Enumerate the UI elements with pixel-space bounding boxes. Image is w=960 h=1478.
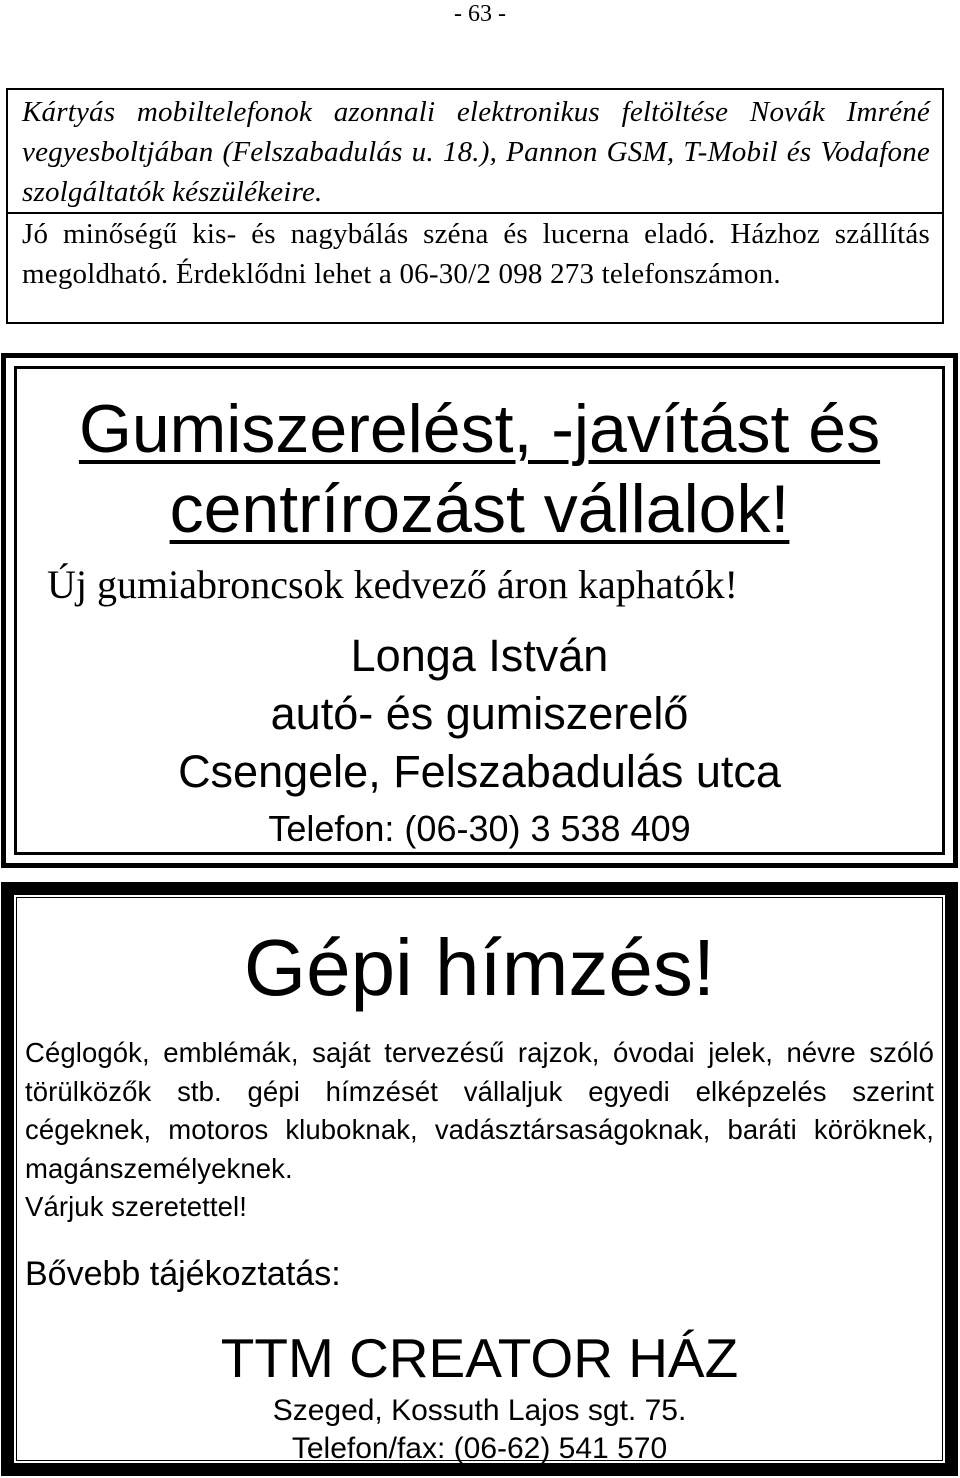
page-number: - 63 - [454, 1, 506, 27]
embroidery-ad [1, 882, 958, 1476]
embroidery-ad-headline: Gépi hímzés! [243, 923, 716, 1012]
tyre-ad-address: Csengele, Felszabadulás utca [178, 746, 781, 797]
ad-hay-sale: Jó minőségű kis- és nagybálás széna és lucerna eladó. Házhoz szállítás megoldható. Érdeklődni lehet a 06-30/2 098 273 telefonszámon. [22, 218, 930, 290]
tyre-headline-line2: centrírozást vállalok! [169, 471, 790, 547]
ad-mobile-topup: Kártyás mobiltelefonok azonnali elektronikus feltöltése Novák Imréné vegyesboltjában (Felszabadulás u. 18.), Pannon GSM, T-Mobil és Vodafone szolgáltatók készülékeire. [22, 96, 930, 208]
tyre-ad-profession: autó- és gumiszerelő [270, 688, 689, 739]
embroidery-ad-body [25, 1034, 934, 1227]
embroidery-ad-contact [17, 1392, 942, 1468]
embroidery-ad-address: Szeged, Kossuth Lajos sgt. 75. [272, 1394, 687, 1427]
embroidery-ad-closing: Várjuk szeretettel! [25, 1191, 247, 1222]
embroidery-ad-description: Céglogók, emblémák, saját tervezésű rajzok, óvodai jelek, névre szóló törülközők stb. gépi hímzését vállaljuk egyedi elképzelés szerint cégeknek, motoros kluboknak, vadásztársaságoknak, baráti köröknek, magánszemélyeknek. [25, 1037, 934, 1184]
embroidery-ad-info-label: Bővebb tájékoztatás: [25, 1255, 341, 1293]
embroidery-ad-company: TTM CREATOR HÁZ [220, 1327, 739, 1389]
tyre-ad-phone: Telefon: (06-30) 3 538 409 [268, 808, 691, 849]
tyre-headline-line1: Gumiszerelést, -javítást és [78, 391, 881, 467]
tyre-ad-name: Longa István [350, 630, 609, 681]
embroidery-ad-phone: Telefon/fax: (06-62) 541 570 [291, 1432, 668, 1465]
tyre-ad-contact [17, 627, 942, 857]
tyre-ad-headline [17, 389, 942, 549]
small-ads-box [6, 88, 944, 324]
tyre-ad-inner-frame [14, 366, 945, 855]
tyre-service-ad [1, 353, 958, 868]
tyre-ad-subline: Új gumiabroncsok kedvező áron kaphatók! [47, 562, 738, 607]
embroidery-ad-inner-frame [16, 897, 943, 1465]
